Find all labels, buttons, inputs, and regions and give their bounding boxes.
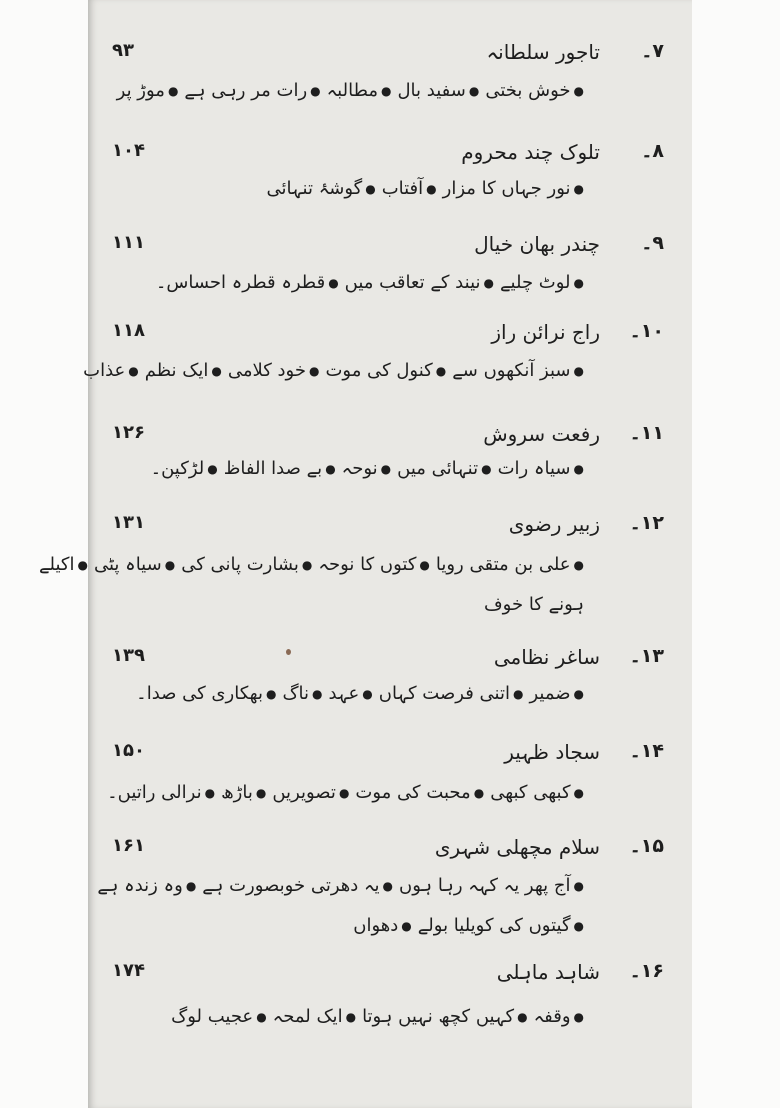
bullet-icon: ●: [573, 276, 584, 290]
bullet-icon: ●: [345, 1010, 357, 1024]
poem-title: عجیب لوگ: [171, 1006, 254, 1027]
poem-title: کتوں کا نوحہ: [318, 554, 417, 575]
bullet-icon: ●: [573, 558, 584, 572]
bullet-icon: ●: [362, 687, 373, 701]
bullet-icon: ●: [419, 558, 430, 572]
poem-title: مطالبہ: [326, 80, 378, 101]
poem-title: عذاب: [83, 360, 126, 381]
bullet-icon: ●: [365, 182, 376, 196]
poem-title: خوش بختی: [485, 80, 571, 101]
author-name: شاہد ماہلی: [496, 960, 600, 984]
bullet-icon: ●: [382, 879, 394, 893]
author-name: تاجور سلطانہ: [486, 40, 600, 64]
poem-title: خود کلامی: [227, 360, 306, 381]
bullet-icon: ●: [328, 276, 339, 290]
poem-title: موڑ پر: [116, 80, 165, 101]
bullet-icon: ●: [164, 558, 176, 572]
author-name: سلام مچھلی شہری: [434, 835, 600, 859]
poem-title: سیاہ پٹی: [93, 554, 162, 575]
poem-title: باڑھ: [221, 782, 253, 803]
poem-title: وقفہ: [533, 1006, 571, 1027]
bullet-icon: ●: [573, 879, 584, 893]
poem-title: نور جہاں کا مزار: [442, 178, 571, 199]
entry-serial: ۱۶۔: [629, 960, 664, 982]
poem-list-line: [33, 554, 584, 575]
poem-title: گیتوں کی کویلیا بولے: [417, 915, 571, 936]
author-name: زبیر رضوی: [508, 512, 600, 536]
bullet-icon: ●: [380, 462, 392, 476]
page-number: ۱۰۴: [112, 140, 145, 161]
bullet-icon: ●: [301, 558, 313, 572]
poem-title: لڑکپن۔: [150, 458, 205, 479]
poem-title: ضمیر: [529, 683, 571, 704]
poem-title: بھکاری کی صدا۔: [136, 683, 263, 704]
bullet-icon: ●: [207, 462, 218, 476]
poem-title: علی بن متقی رویا: [435, 554, 571, 575]
poem-title: سیاہ رات: [497, 458, 571, 479]
bullet-icon: ●: [573, 786, 584, 800]
poem-list-line: [101, 782, 584, 803]
poem-title: گوشۂ تنہائی: [266, 178, 363, 199]
page-number: ۱۷۴: [112, 960, 145, 981]
poem-title: کبھی کبھی: [490, 782, 571, 803]
bullet-icon: ●: [573, 182, 584, 196]
entry-serial: ۱۱۔: [629, 422, 664, 444]
entry-serial: ۱۲۔: [629, 512, 664, 534]
entry-serial: ۱۴۔: [629, 740, 664, 762]
author-name: تلوک چند محروم: [461, 140, 600, 164]
bullet-icon: ●: [573, 84, 584, 98]
entry-serial: ۱۵۔: [629, 835, 664, 857]
poem-title: عہد: [328, 683, 360, 704]
poem-list-line: [165, 1006, 584, 1027]
author-name: رفعت سروش: [483, 422, 600, 446]
poem-title: نیند کے تعاقب میں: [344, 272, 481, 293]
poem-list-line: [478, 594, 584, 615]
poem-title: محبت کی موت: [355, 782, 471, 803]
poem-title: ہونے کا خوف: [484, 594, 584, 615]
page-number: ۱۱۱: [112, 232, 145, 253]
poem-title: کنول کی موت: [325, 360, 433, 381]
bullet-icon: ●: [325, 462, 336, 476]
bullet-icon: ●: [401, 919, 412, 933]
poem-list-line: [77, 360, 584, 381]
page-number: ۹۳: [112, 40, 134, 61]
bullet-icon: ●: [573, 462, 584, 476]
page-number: ۱۱۸: [112, 320, 145, 341]
bullet-icon: ●: [573, 364, 584, 378]
poem-title: بشارت پانی کی: [181, 554, 299, 575]
poem-list-line: [150, 272, 584, 293]
paper-speck: [286, 649, 291, 655]
poem-title: سبز آنکھوں سے: [452, 360, 571, 381]
page-number: ۱۳۹: [112, 645, 145, 666]
poem-title: آج پھر یہ کہہ رہا ہوں: [399, 875, 571, 896]
poem-title: یہ دھرتی خوبصورت ہے: [202, 875, 380, 896]
entry-serial: ۱۳۔: [629, 645, 664, 667]
bullet-icon: ●: [256, 1010, 267, 1024]
bullet-icon: ●: [517, 1010, 528, 1024]
poem-list-line: [130, 683, 584, 704]
entry-serial: ۹۔: [641, 232, 664, 254]
poem-list-line: [347, 915, 584, 936]
poem-title: اکیلے: [38, 554, 75, 575]
bullet-icon: ●: [435, 364, 447, 378]
entry-serial: ۱۰۔: [629, 320, 664, 342]
poem-title: دھواں: [353, 915, 399, 936]
bullet-icon: ●: [310, 84, 321, 98]
bullet-icon: ●: [426, 182, 437, 196]
bullet-icon: ●: [312, 687, 323, 701]
bullet-icon: ●: [473, 786, 485, 800]
poem-title: لوٹ چلیے: [500, 272, 571, 293]
bullet-icon: ●: [573, 919, 584, 933]
author-name: چندر بھان خیال: [474, 232, 600, 256]
poem-title: ناگ: [282, 683, 310, 704]
poem-list-line: [91, 875, 584, 896]
poem-list-line: [260, 178, 584, 199]
poem-title: اتنی فرصت کہاں: [378, 683, 510, 704]
poem-title: رات مر رہی ہے: [184, 80, 308, 101]
bullet-icon: ●: [185, 879, 197, 893]
author-name: سجاد ظہیر: [504, 740, 600, 764]
bullet-icon: ●: [308, 364, 320, 378]
poem-title: نوحہ: [341, 458, 378, 479]
bullet-icon: ●: [573, 1010, 584, 1024]
poem-title: تصویریں: [272, 782, 336, 803]
bullet-icon: ●: [483, 276, 494, 290]
page-number: ۱۵۰: [112, 740, 145, 761]
poem-title: تنہائی میں: [397, 458, 479, 479]
poem-title: نرالی راتیں۔: [107, 782, 202, 803]
bullet-icon: ●: [338, 786, 350, 800]
poem-title: سفید بال: [397, 80, 466, 101]
poem-title: قطرہ قطرہ احساس۔: [155, 272, 326, 293]
poem-list-line: [111, 80, 584, 101]
page-number: ۱۶۱: [112, 835, 145, 856]
bullet-icon: ●: [468, 84, 480, 98]
poem-title: ایک لمحہ: [272, 1006, 343, 1027]
poem-title: ایک نظم: [144, 360, 209, 381]
page-number: ۱۲۶: [112, 422, 145, 443]
bullet-icon: ●: [128, 364, 139, 378]
bullet-icon: ●: [204, 786, 216, 800]
entry-serial: ۷۔: [641, 40, 664, 62]
bullet-icon: ●: [573, 687, 584, 701]
author-name: ساغر نظامی: [493, 645, 600, 669]
poem-title: آفتاب: [381, 178, 424, 199]
bullet-icon: ●: [380, 84, 392, 98]
bullet-icon: ●: [167, 84, 179, 98]
book-page: [38, 0, 692, 1108]
bullet-icon: ●: [512, 687, 524, 701]
entry-serial: ۸۔: [641, 140, 664, 162]
poem-title: کہیں کچھ نہیں ہوتا: [362, 1006, 515, 1027]
author-name: راج نرائن راز: [491, 320, 600, 344]
poem-title: بے صدا الفاظ: [223, 458, 323, 479]
bullet-icon: ●: [481, 462, 492, 476]
bullet-icon: ●: [265, 687, 277, 701]
bullet-icon: ●: [211, 364, 222, 378]
bullet-icon: ●: [77, 558, 88, 572]
page-number: ۱۳۱: [112, 512, 145, 533]
poem-list-line: [145, 458, 584, 479]
poem-title: وہ زندہ ہے: [97, 875, 183, 896]
bullet-icon: ●: [255, 786, 267, 800]
